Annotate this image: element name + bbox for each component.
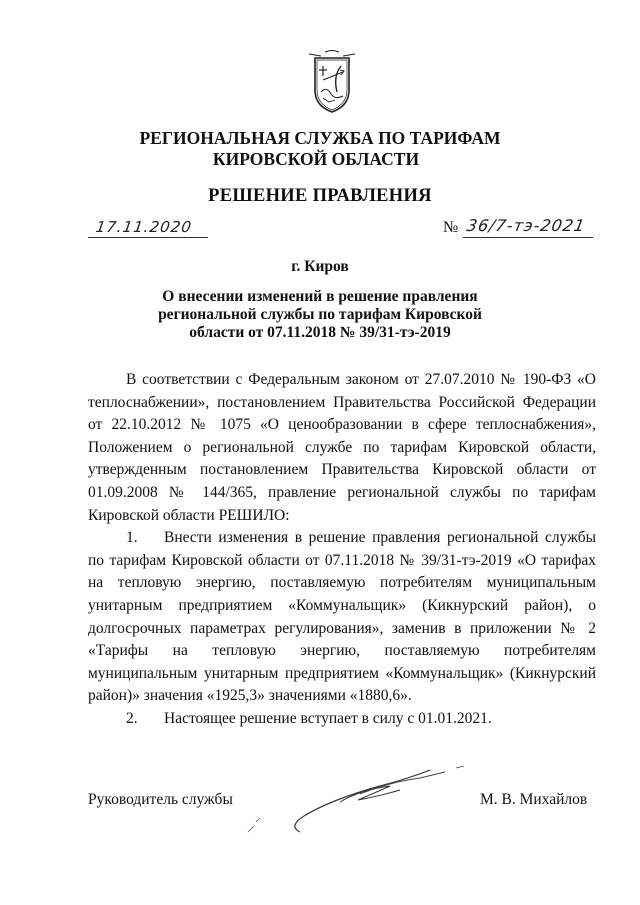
coat-of-arms-icon xyxy=(303,50,361,116)
org-line-2: КИРОВСКОЙ ОБЛАСТИ xyxy=(212,149,420,169)
subject-line-3: области от 07.11.2018 № 39/31-тэ-2019 xyxy=(189,324,451,341)
city: г. Киров xyxy=(291,258,349,275)
date-value: 17.11.2020 xyxy=(94,218,194,236)
number-underline xyxy=(463,237,593,238)
item-text: Настоящее решение вступает в силу с 01.01.2021. xyxy=(164,709,492,727)
date-field xyxy=(88,218,208,240)
number-field xyxy=(443,216,593,240)
subject-line-1: О внесении изменений в решение правления xyxy=(162,288,478,305)
signatory-position: Руководитель службы xyxy=(88,791,233,808)
subject-heading xyxy=(150,288,490,342)
item-text: Внести изменения в решение правления региональной службы по тарифам Кировской области от 07.11.2018 № 39/31-тэ-2019 «О тарифах на тепловую энергию, поставляемую потребителям муниципальным унитарным предприятием «Коммунальщик» (Кикнурский район), о долгосрочных параметрах регулирования», заменив в приложении № 2 «Тарифы на тепловую энергию, поставляемую потребителям муниципальным унитарным предприятием «Коммунальщик» (Кикнурский район)» значения «1925,3» значениями «1880,6». xyxy=(88,529,596,705)
organization-name xyxy=(0,128,640,170)
preamble-paragraph: В соответствии с Федеральным законом от 27.07.2010 № 190-ФЗ «О теплоснабжении», постановлением Правительства Российской Федерации от 22.10.2012 № 1075 «О ценообразовании в сфере теплоснабжения», Положением о региональной службе по тарифам Кировской области, утвержденным постановлением Правительства Кировской области от 01.09.2008 № 144/365, правление региональной службы по тарифам Кировской области РЕШИЛО: xyxy=(88,371,596,524)
signatory-name: М. В. Михайлов xyxy=(480,791,588,808)
handwritten-signature xyxy=(240,760,470,840)
item-number: 2. xyxy=(126,709,138,727)
list-item xyxy=(88,708,596,731)
org-line-1: РЕГИОНАЛЬНАЯ СЛУЖБА ПО ТАРИФАМ xyxy=(139,128,501,148)
subject-line-2: региональной службы по тарифам Кировской xyxy=(158,306,482,323)
date-underline xyxy=(88,237,208,238)
item-number: 1. xyxy=(126,529,138,547)
number-sign: № xyxy=(443,219,459,236)
list-item xyxy=(88,527,596,708)
document-body xyxy=(88,369,596,731)
number-value: 36/7-тэ-2021 xyxy=(465,216,587,235)
document-title: РЕШЕНИЕ ПРАВЛЕНИЯ xyxy=(208,186,432,206)
